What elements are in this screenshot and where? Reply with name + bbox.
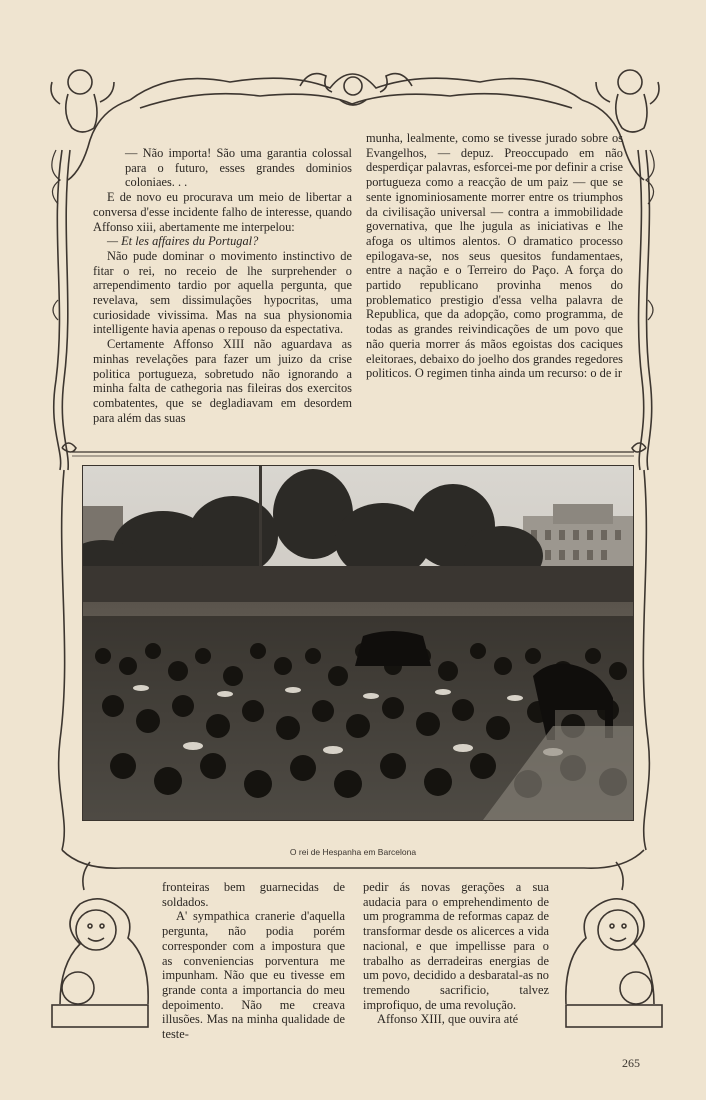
paragraph: pedir ás novas gerações a sua audacia para o emprehendimento de um programma de reformas capaz de transformar desde os alicerces a vida nacional, e que impellisse para o trabalho as derradeiras energias de um povo, decidido a desbaratal-as no tremendo sacrificio, talvez improfiquo, de uma revolução. (363, 880, 549, 1012)
paragraph: — Et les affaires du Portugal? (107, 234, 259, 249)
photograph-barcelona-crowd (82, 465, 634, 821)
paragraph: Affonso XIII, que ouvira até (377, 1012, 519, 1027)
paragraph: Não pude dominar o movimento instinctivo de fitar o rei, no receio de lhe surprehender o arrependimento tardio por aquella pergunta, que revelava, sem dissimulações hypocritas, uma curiosidade vivissima. Mas na sua physionomia intelligente havia apenas o repouso da espectativa. (93, 248, 352, 337)
text-column-bottom-left (162, 880, 345, 1042)
paragraph: fronteiras bem guarnecidas de soldados. (162, 880, 345, 909)
photo-caption: O rei de Hespanha em Barcelona (289, 847, 417, 857)
text-column-top-left (93, 146, 352, 425)
photo-illustration (83, 466, 633, 820)
paragraph: Certamente Affonso XIII não aguardava as minhas revelações para fazer um juizo da crise politica portugueza, sobretudo não ignorando a minha falta de cathegoria nas fileiras dos exercitos combatentes, que se degladiavam em desordem para além das suas (93, 337, 352, 425)
text-column-bottom-right (363, 880, 549, 1027)
paragraph: A' sympathica cranerie d'aquella pergunta, não podia porém corresponder com a impostura que as conveniencias porventura me impunham. Não que eu tivesse em grande conta a importancia do meu depoimento. Não me creava illusões. Mas na minha qualidade de teste- (162, 909, 345, 1042)
page-number: 265 (622, 1056, 640, 1070)
paragraph: — Não importa! São uma garantia colossal para o futuro, esses grandes dominios coloniaes. . . (125, 146, 352, 190)
paragraph: munha, lealmente, como se tivesse jurado sobre os Evangelhos, — depuz. Preoccupado em não desperdiçar palavras, esforcei-me por definir a crise portugueza como a reacção de um paiz — que se sente ignominiosamente morrer entre os triumphos da civilisação universal — contra a immobilidade governativa, que lhe jugula as iniciativas e lhe afoga os ultimos alentos. O dramatico processo epilogava-se, nos seus quesitos fundamentaes, entre a nação e o Terreiro do Paço. A força do partido republicano provinha menos do problematico prestigio d'essa velha palavra de Republica, que da adopção, como programma, de todas as grandes reivindicações de um povo que não queria morrer ás mãos egoistas dos caciques eleitoraes, debaixo do joelho dos grandes regedores politicos. O regimen tinha ainda um recurso: o de ir (366, 131, 623, 381)
paragraph: E de novo eu procurava um meio de libertar a conversa d'esse incidente falho de interesse, quando Affonso xiii, abertamente me interpelou: (93, 190, 352, 234)
text-column-top-right (366, 131, 623, 381)
